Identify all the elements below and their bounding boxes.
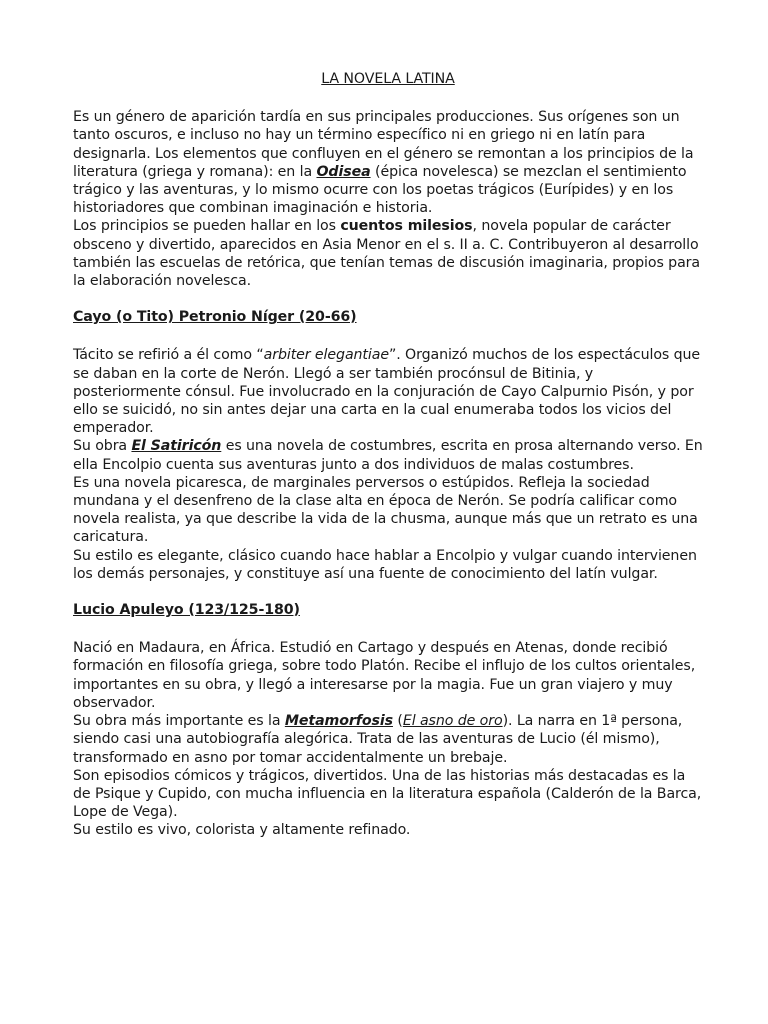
intro-paragraph-1 bbox=[73, 108, 703, 217]
asno-de-oro-title: El asno de oro bbox=[402, 713, 503, 730]
intro-text: Es un género de aparición tardía en sus principales producciones. Sus orígenes son un tanto oscuros, e incluso no hay un término específico ni en griego ni en latín para designarla. Los elementos que confluyen en el género se remontan a los principios de la literatura (griega y romana): en la bbox=[73, 109, 694, 180]
satiricon-title: El Satiricón bbox=[131, 438, 222, 455]
odisea-title: Odisea bbox=[316, 163, 371, 180]
petronio-paragraph-2 bbox=[73, 437, 703, 473]
document-page bbox=[73, 70, 703, 858]
apuleyo-text: ( bbox=[392, 713, 403, 730]
intro-text: Los principios se pueden hallar en los bbox=[73, 218, 341, 235]
intro-text: (épica novelesca) se mezclan el sentimiento trágico y las aventuras, y lo mismo ocurre con los poetas trágicos (Eurípides) y en los historiadores que combinan imaginación e historia. bbox=[73, 163, 687, 217]
apuleyo-paragraph-4: Su estilo es vivo, colorista y altamente refinado. bbox=[73, 822, 411, 839]
petronio-text: ”. Organizó muchos de los espectáculos que se daban en la corte de Nerón. Llegó a ser también procónsul de Bitinia, y posteriormente cónsul. Fue involucrado en la conjuración de Cayo Calpurnio Pisón, y por ello se suicidó, no sin antes dejar una carta en la cual enumeraba todos los vicios del emperador. bbox=[73, 347, 701, 437]
petronio-heading: Cayo (o Tito) Petronio Níger (20-66) bbox=[73, 309, 357, 326]
cuentos-milesios: cuentos milesios bbox=[340, 218, 473, 235]
apuleyo-paragraph-1: Nació en Madaura, en África. Estudió en Cartago y después en Atenas, donde recibió formación en filosofía griega, sobre todo Platón. Recibe el influjo de los cultos orientales, importantes en su obra, y llegó a interesarse por la magia. Fue un gran viajero y muy observador. bbox=[73, 640, 696, 711]
petronio-section bbox=[73, 308, 703, 583]
page-title: LA NOVELA LATINA bbox=[321, 71, 455, 87]
apuleyo-text: ). La narra en 1ª persona, siendo casi una autobiografía alegórica. Trata de las aventuras de Lucio (él mismo), transformado en asno por tomar accidentalmente un brebaje. bbox=[73, 713, 683, 766]
apuleyo-paragraph-2 bbox=[73, 712, 703, 767]
apuleyo-section bbox=[73, 601, 703, 839]
apuleyo-paragraph-3: Son episodios cómicos y trágicos, divertidos. Una de las historias más destacadas es la de Psique y Cupido, con mucha influencia en la literatura española (Calderón de la Barca, Lope de Vega). bbox=[73, 767, 702, 821]
petronio-paragraph-1 bbox=[73, 346, 703, 437]
petronio-text: Su obra bbox=[73, 438, 132, 455]
petronio-paragraph-3: Es una novela picaresca, de marginales perversos o estúpidos. Refleja la sociedad mundana y el desenfreno de la clase alta en época de Nerón. Se podría calificar como novela realista, ya que describe la vida de la chusma, aunque más que un retrato es una caricatura. bbox=[73, 474, 698, 546]
intro-section bbox=[73, 108, 703, 290]
petronio-text: es una novela de costumbres, escrita en prosa alternando verso. En ella Encolpio cuenta sus aventuras junto a dos individuos de malas costumbres. bbox=[73, 438, 703, 473]
intro-paragraph-2 bbox=[73, 217, 703, 290]
apuleyo-text: Su obra más importante es la bbox=[73, 713, 285, 730]
metamorfosis-title: Metamorfosis bbox=[284, 713, 393, 730]
petronio-paragraph-4: Su estilo es elegante, clásico cuando hace hablar a Encolpio y vulgar cuando intervienen los demás personajes, y constituye así una fuente de conocimiento del latín vulgar. bbox=[73, 547, 697, 582]
arbiter-elegantiae: arbiter elegantiae bbox=[263, 347, 389, 364]
intro-text: , novela popular de carácter obsceno y divertido, aparecidos en Asia Menor en el s. II a. C. Contribuyeron al desarrollo también las escuelas de retórica, que tenían temas de discusión imaginaria, propios para la elaboración novelesca. bbox=[73, 218, 700, 290]
apuleyo-heading: Lucio Apuleyo (123/125-180) bbox=[73, 602, 300, 619]
petronio-text: Tácito se refirió a él como “ bbox=[73, 347, 264, 364]
